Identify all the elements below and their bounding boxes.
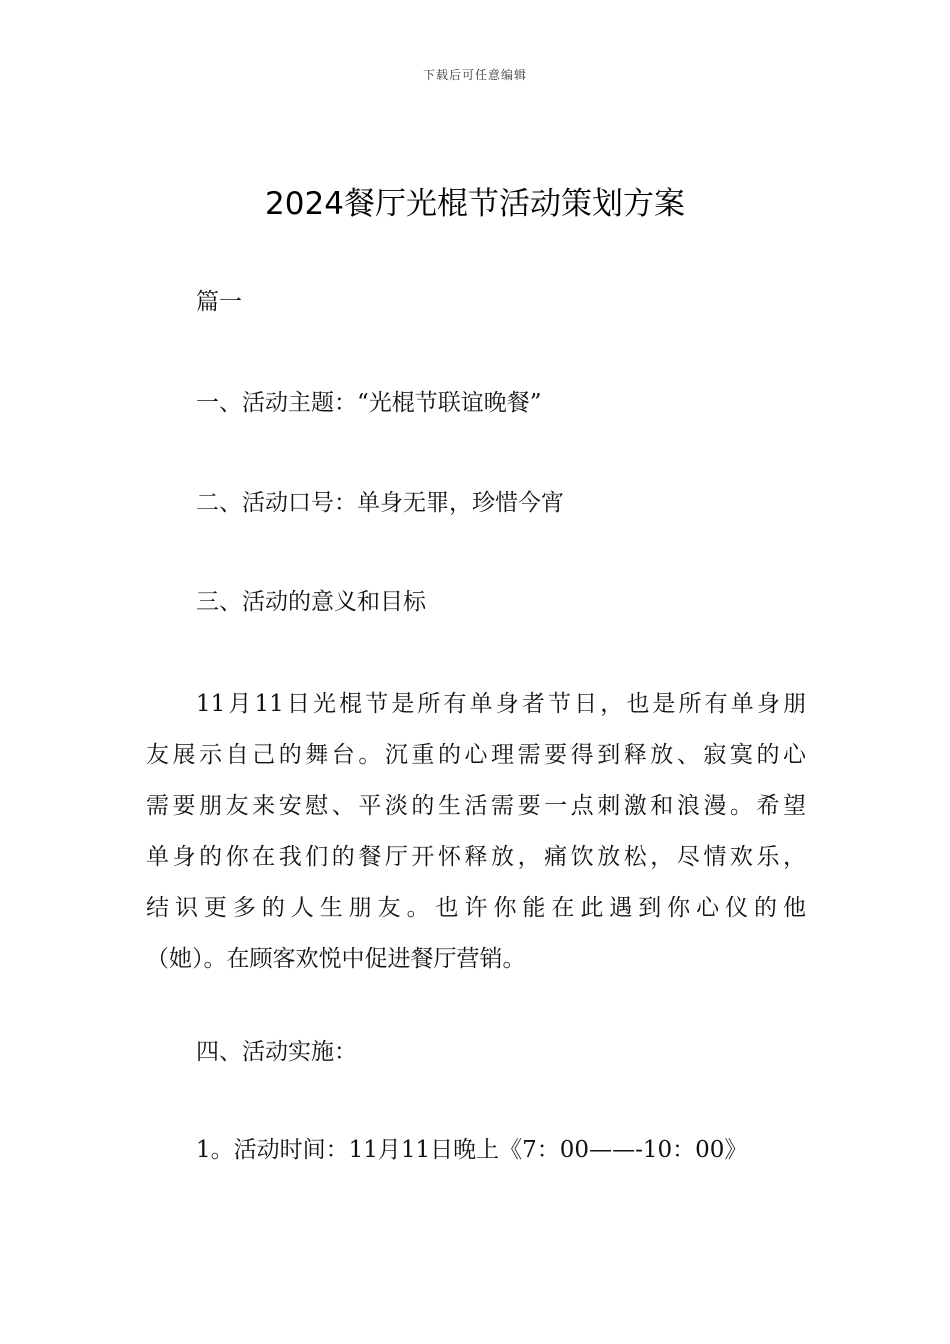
paragraph-line: 友展示自己的舞台。沉重的心理需要得到释放、寂寞的心 bbox=[146, 742, 806, 768]
paragraph-line: 结识更多的人生朋友。也许你能在此遇到你心仪的他 bbox=[146, 895, 806, 921]
activity-time: 1。活动时间：11月11日晚上《7：00——-10：00》 bbox=[196, 1137, 748, 1163]
activity-slogan: 二、活动口号：单身无罪，珍惜今宵 bbox=[196, 490, 564, 516]
activity-theme: 一、活动主题：“光棍节联谊晚餐” bbox=[196, 390, 542, 416]
header-note: 下载后可任意编辑 bbox=[422, 68, 527, 82]
paragraph-line: 11月11日光棍节是所有单身者节日，也是所有单身朋 bbox=[196, 691, 806, 717]
section-label: 篇一 bbox=[196, 289, 242, 315]
document-title: 2024餐厅光棍节活动策划方案 bbox=[265, 186, 685, 222]
paragraph-line: 需要朋友来安慰、平淡的生活需要一点刺激和浪漫。希望 bbox=[146, 793, 806, 819]
paragraph-line: 单身的你在我们的餐厅开怀释放，痛饮放松，尽情欢乐， bbox=[146, 844, 806, 870]
purpose-paragraph bbox=[146, 679, 806, 985]
implementation-heading: 四、活动实施： bbox=[196, 1039, 357, 1065]
paragraph-line: （她）。在顾客欢悦中促进餐厅营销。 bbox=[146, 946, 526, 972]
purpose-heading: 三、活动的意义和目标 bbox=[196, 589, 426, 615]
